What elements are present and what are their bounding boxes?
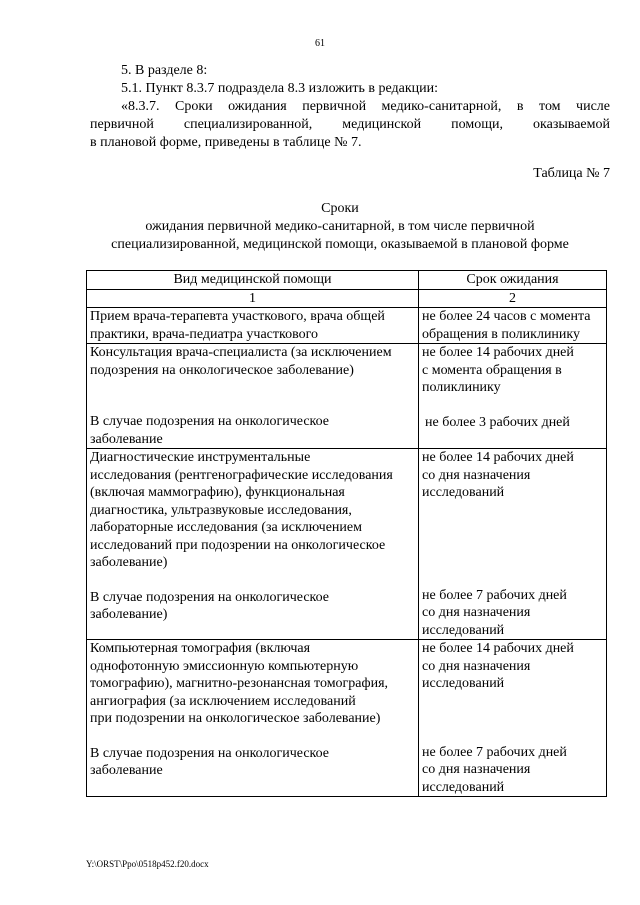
cell-line: с момента обращения в xyxy=(422,362,562,378)
waiting-time-cell xyxy=(419,308,607,344)
cell-line: исследований xyxy=(422,676,505,691)
cell-line: не более 24 часов с момента xyxy=(422,309,591,324)
clause-text-line2: первичной специализированной, медицинской помощи, оказываемой xyxy=(90,117,610,132)
column-number-1: 1 xyxy=(87,289,419,308)
table-subtitle-line1: ожидания первичной медико-санитарной, в том числе первичной xyxy=(145,219,535,234)
cell-line: лабораторные исследования (за исключением xyxy=(90,520,362,535)
table-number-row xyxy=(87,289,607,308)
cell-line: исследований xyxy=(422,622,505,638)
waiting-times-table xyxy=(86,270,607,797)
care-type-cell xyxy=(87,344,419,449)
file-path-footer: Y:\ORST\Ppo\0518p452.f20.docx xyxy=(86,859,209,869)
cell-line: заболевание xyxy=(90,431,163,447)
cell-line: не более 7 рабочих дней xyxy=(422,744,567,760)
table-header-row xyxy=(87,271,607,290)
clause-text-line3: в плановой форме, приведены в таблице № 7. xyxy=(90,135,362,150)
table-row xyxy=(87,640,607,797)
clause-amendment: 5.1. Пункт 8.3.7 подраздела 8.3 изложить в редакции: xyxy=(121,81,439,96)
waiting-time-cell xyxy=(419,344,607,449)
cell-line: исследований xyxy=(422,779,505,795)
section-heading: 5. В разделе 8: xyxy=(121,63,208,78)
cell-line: исследования (рентгенографические исследования xyxy=(90,467,393,483)
cell-line: исследований при подозрении на онкологическое xyxy=(90,537,386,553)
table-row xyxy=(87,308,607,344)
cell-line: не более 7 рабочих дней xyxy=(422,587,567,603)
care-type-cell xyxy=(87,640,419,797)
header-waiting-time: Срок ожидания xyxy=(419,271,607,290)
cell-line: диагностика, ультразвуковые исследования, xyxy=(90,502,352,518)
table-title: Сроки xyxy=(321,201,359,216)
cell-line: со дня назначения xyxy=(422,467,531,483)
cell-line: однофотонную эмиссионную компьютерную xyxy=(90,658,359,674)
waiting-time-cell xyxy=(419,640,607,797)
cell-line: со дня назначения xyxy=(422,605,531,620)
cell-line: со дня назначения xyxy=(422,658,531,674)
cell-line: Консультация врача-специалиста (за исключением xyxy=(90,345,392,360)
cell-line: В случае подозрения на онкологическое xyxy=(90,414,330,429)
table-subtitle xyxy=(0,218,640,254)
cell-line: Диагностические инструментальные xyxy=(90,450,311,465)
cell-line: Компьютерная томография (включая xyxy=(90,641,311,656)
cell-line: практики, врача-педиатра участкового xyxy=(90,326,318,342)
cell-line: Прием врача-терапевта участкового, врача общей xyxy=(90,309,385,324)
cell-line: исследований xyxy=(422,485,505,500)
cell-line: не более 14 рабочих дней xyxy=(422,641,574,656)
waiting-time-cell xyxy=(419,449,607,640)
cell-line: заболевание xyxy=(90,763,163,778)
cell-line: В случае подозрения на онкологическое xyxy=(90,589,330,605)
cell-line: не более 14 рабочих дней xyxy=(422,345,574,360)
cell-line: В случае подозрения на онкологическое xyxy=(90,745,330,761)
cell-line: подозрения на онкологическое заболевание) xyxy=(90,362,354,378)
cell-line: томографию), магнитно-резонансная томография, xyxy=(90,676,389,691)
table-subtitle-line2: специализированной, медицинской помощи, оказываемой в плановой форме xyxy=(111,237,569,252)
cell-line: заболевание) xyxy=(90,607,168,622)
cell-line: обращения в поликлинику xyxy=(422,326,581,342)
table-row xyxy=(87,449,607,640)
cell-line: при подозрении на онкологическое заболевание) xyxy=(90,711,381,726)
cell-line: (включая маммографию), функциональная xyxy=(90,485,345,500)
page-number: 61 xyxy=(315,38,325,49)
header-care-type: Вид медицинской помощи xyxy=(87,271,419,290)
care-type-cell xyxy=(87,308,419,344)
cell-line: со дня назначения xyxy=(422,762,531,777)
cell-line: поликлинику xyxy=(422,380,501,395)
cell-line: не более 14 рабочих дней xyxy=(422,450,574,465)
table-label: Таблица № 7 xyxy=(533,166,610,181)
cell-line: ангиография (за исключением исследований xyxy=(90,693,356,709)
column-number-2: 2 xyxy=(419,289,607,308)
cell-line: заболевание) xyxy=(90,555,168,570)
clause-text-line1: «8.3.7. Сроки ожидания первичной медико-санитарной, в том числе xyxy=(121,99,610,114)
care-type-cell xyxy=(87,449,419,640)
cell-line: не более 3 рабочих дней xyxy=(425,414,570,430)
table-row xyxy=(87,344,607,449)
